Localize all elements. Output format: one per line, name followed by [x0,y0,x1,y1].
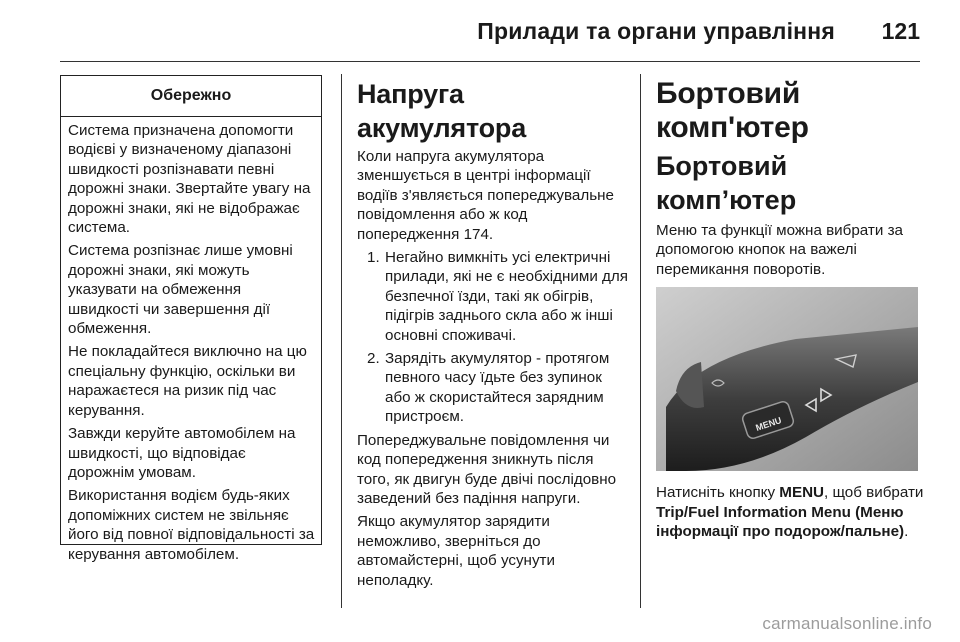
battery-section [357,77,629,594]
step-number: 1. [367,249,380,267]
column-divider-left [341,74,342,608]
battery-heading: Напруга акумулятора [357,79,527,143]
watermark: carmanualsonline.info [762,614,932,633]
header-rule [60,61,920,62]
caution-paragraph: Система призначена допомогти водієві у визначеному діапазоні швидкості розпізнавати певні дорожні знаки. Звертайте увагу на дорожні знаки, які не відображає система. [68,122,311,237]
computer-instruction [656,483,924,541]
caution-title: Обережно [61,76,321,117]
battery-paragraph: Попереджувальне повідомлення чи код попередження зникнуть після того, як двигун буде двічі послідовно заведений без падіння напруги. [357,431,617,507]
step-text: Зарядіть акумулятор - протягом певного часу їдьте без зупинок або ж скористайтеся зарядним пристроєм. [385,350,610,426]
caution-paragraph: Не покладайтеся виключно на цю спеціальну функцію, оскільки ви наражаєтеся на ризик під час керування. [68,343,307,419]
list-item [357,248,629,345]
computer-section [656,77,924,545]
turn-signal-lever-photo [656,287,918,471]
caution-paragraph: Система розпізнає лише умовні дорожні знаки, які можуть указувати на обмеження швидкості чи завершення дії обмеження. [68,242,293,338]
battery-paragraph: Якщо акумулятор зарядити неможливо, зверніться до автомайстерні, щоб усунути неполадку. [357,513,555,589]
battery-intro: Коли напруга акумулятора зменшується в центрі інформації водіїв з'являється попереджувальне повідомлення або ж код попередження 174. [357,148,614,243]
instruction-text: Натисніть кнопку [656,484,780,502]
caution-box [60,75,322,563]
step-number: 2. [367,350,380,368]
menu-button-ref: MENU [779,484,825,502]
page-title: Прилади та органи управління [477,18,835,44]
computer-intro: Меню та функції можна вибрати за допомогою кнопок на важелі перемикання поворотів. [656,222,903,278]
caution-body [61,117,321,564]
lever-illustration [656,287,918,471]
step-text: Негайно вимкніть усі електричні прилади, які не є необхідними для безпечної їзди, такі як обігрів, підігрів заднього скла або ж інші основні споживачі. [385,249,628,344]
column-divider-right [640,74,641,608]
instruction-text: , щоб вибрати [824,484,924,502]
battery-steps [357,248,629,427]
caution-paragraph: Використання водієм будь-яких допоміжних систем не звільняє його від повної відповідальності за керування автомобілем. [68,487,315,563]
list-item [357,349,629,427]
instruction-text: . [904,523,909,541]
trip-fuel-menu-ref: Trip/Fuel Information Menu (Меню інформації про подорож/пальне) [656,503,905,541]
page-number: 121 [881,18,920,44]
computer-subheading: Бортовий комп’ютер [656,151,797,215]
computer-heading: Бортовий комп'ютер [656,77,809,144]
caution-paragraph: Завжди керуйте автомобілем на швидкості, що відповідає дорожнім умовам. [68,425,296,481]
menu-button-label: MENU [754,415,783,434]
